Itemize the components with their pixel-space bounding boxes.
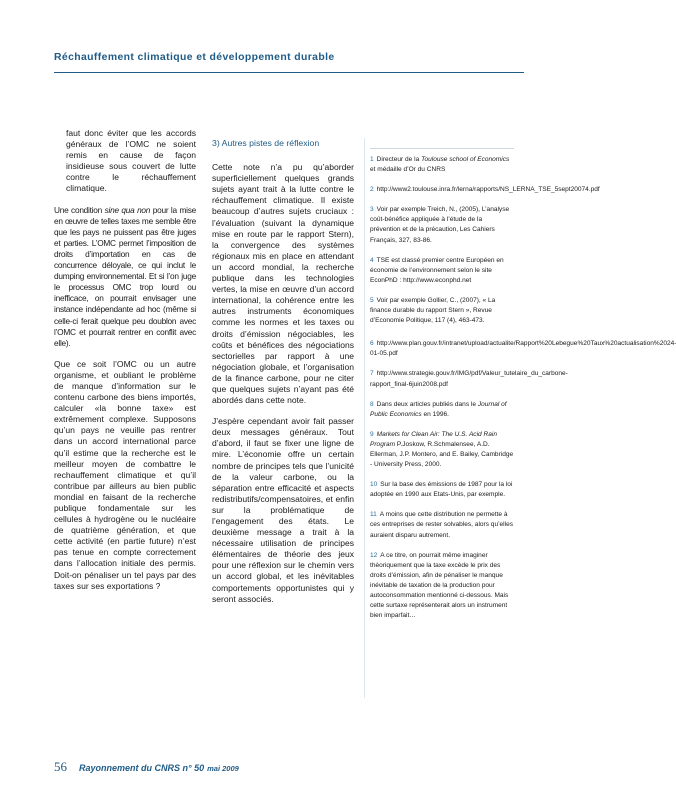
page-number: 56 <box>54 759 67 774</box>
footnote-text: http://www.strategie.gouv.fr/IMG/pdf/Valeur_tutelaire_du_carbone-rapport_final-6juin2008.pdf <box>370 370 568 388</box>
footnote-text-post: P.Joskow, R.Schmalensee, A.D. Ellerman, J.P. Montero, and E. Bailey, Cambridge - University Press, 2000. <box>370 440 514 469</box>
column-1 <box>54 128 196 602</box>
footnote-number: 7 <box>370 370 374 378</box>
header-rule <box>54 72 524 73</box>
footnote-text: http://www2.toulouse.inra.fr/lerna/rapports/NS_LERNA_TSE_5sept20074.pdf <box>376 186 600 194</box>
footnote <box>370 185 600 195</box>
page-header <box>54 52 524 63</box>
footnote-number: 5 <box>370 296 374 304</box>
col1-paragraph-3: Que ce soit l’OMC ou un autre organisme, et oubliant le problème de manque d’information sur le contenu carbone des biens importés, calculer «la bonne taxe» est extrêmement complexe. Supposons qu’un pays ne veuille pas rentrer dans un accord international parce qu’il estime que la recherche est le meilleur moyen de combattre le rechauffement climatique et qu’il contribue par ailleurs au bien public mondial en faisant de la recherche publique fondamentale sur les cellules à hydrogène ou le nucléaire de quatrième génération, et que cette activité (en partie future) n’est pas tenue en compte correctement dans l’allocation initiale des permis. Doit-on pénaliser un tel pays par des taxes sur ses exportations ? <box>54 358 196 591</box>
col1-p2-text-b: pour la mise en œuvre de telles taxes me semble être que les pays ne puissent pas être juges et parties. L’OMC permet l’imposition de droits d’importation en cas de concurrence déloyale, ce qui inclut le dumping environnemental. Et si l’on juge le processus OMC trop lourd ou inefficace, on pourrait envisager une instance indépendante ad hoc (même si celle-ci ferait quelque peu doublon avec l’OMC et pourrait rentrer en conflit avec elle). <box>54 204 196 348</box>
col1-paragraph-2 <box>54 205 196 349</box>
footnote-number: 8 <box>370 400 374 408</box>
footnote-number: 1 <box>370 156 374 163</box>
footnote-number: 12 <box>370 551 378 559</box>
footnote-text-post: et médaille d’Or du CNRS <box>370 166 446 174</box>
footnote-number: 4 <box>370 256 374 264</box>
page-footer <box>54 758 239 776</box>
footnote <box>370 400 514 420</box>
footnote <box>370 205 514 245</box>
footnote-text: Dans deux articles publiés dans le <box>376 400 478 408</box>
footnotes-column <box>370 148 676 631</box>
footnote <box>370 369 568 389</box>
footnote <box>370 480 514 500</box>
footnote-number: 2 <box>370 186 374 194</box>
footnotes-rule <box>370 148 514 149</box>
footnote <box>370 510 514 540</box>
section-heading: 3) Autres pistes de réflexion <box>212 138 320 148</box>
footnote-number: 9 <box>370 430 374 438</box>
publication-date: mai 2009 <box>207 764 239 773</box>
col1-paragraph-1: faut donc éviter que les accords généraux de l’OMC ne soient remis en cause de façon insidieuse sous couvert de lutte contre le réchauffement climatique. <box>66 128 196 194</box>
footnote-number: 11 <box>370 511 377 519</box>
footnote-italic: Toulouse school of Economics <box>421 156 510 163</box>
footnote-number: 6 <box>370 340 374 348</box>
col2-paragraph-2: J’espère cependant avoir fait passer deux messages généraux. Tout d’abord, il faut se fixer une ligne de mire. L’économie offre un certain nombre de principes tels que l’unicité de la valeur carbone, ou la séparation entre efficacité et aspects redistributifs/compensatoires, et enfin sur la problématique de l’engagement des états. Le deuxième message a trait à la nécessaire utilisation de principes élémentaires de théorie des jeux pour une réflexion sur le chemin vers un accord global, et les inévitables comportements opportunistes qui y seront associés. <box>212 416 354 604</box>
footnote-number: 3 <box>370 206 374 214</box>
footnote-text: A moins que cette distribution ne permette à ces entreprises de rester solvables, alors qu’elles auraient disparu autrement. <box>370 511 514 539</box>
footnote-text: A ce titre, on pourrait même imaginer théoriquement que la taxe excède le prix des droits d’émission, afin de pénaliser le manque inévitable de taxation de la production pour autoconsommation mentionné ci-dessous. Mais cette surtaxe représenterait alors un instrument bien imparfait… <box>370 551 509 620</box>
col1-p2-italic: sine qua non <box>104 204 151 215</box>
footnote <box>370 296 514 326</box>
footnotes-list <box>370 155 676 621</box>
footnote <box>370 256 514 286</box>
footnote-text: Voir par exemple Gollier, C., (2007), « La finance durable du rapport Stern », Revue d’Economie Politique, 117 (4), 463-473. <box>370 296 496 325</box>
footnote <box>370 339 676 359</box>
col2-paragraph-1: Cette note n’a pu qu’aborder superficiellement quelques grands sujets ayant trait à la lutte contre le réchauffement climatique. Il existe beaucoup d’autres sujets cruciaux : l’évaluation (suivant la dynamique mise en route par le rapport Stern), la convergence des systèmes régionaux mis en place en attendant un accord mondial, la recherche publique dans les technologies vertes, la mise en œuvre d’un accord international, la cohérence entre les autres instruments économiques comme les normes et les taxes ou droits d’émission négociables, les coûts et bénéfices des négociations sectorielles par rapport à une négociation globale, et l’organisation de la finance carbone, pour ne citer que quelques sujets n’ayant pas été abordés dans cette note. <box>212 162 354 406</box>
footnote-text: Voir par exemple Treich, N., (2005), L’analyse coût-bénéfice appliquée à l’étude de la prévention et de la précaution, Les Cahiers Français, 327, 83-86. <box>370 206 510 244</box>
column-2 <box>212 138 354 615</box>
publication-name: Rayonnement du CNRS n° 50 <box>79 763 205 773</box>
notes-divider <box>364 138 365 698</box>
footnote-number: 10 <box>370 481 378 489</box>
footnote <box>370 430 514 470</box>
footnote-text: Directeur de la <box>376 156 422 163</box>
footnote-text: TSE est classé premier centre Européen en économie de l’environnement selon le site EconPhD : http://www.econphd.net <box>370 256 504 284</box>
footnote-italic: Markets for Clean Air: The U.S. Acid Rain Program <box>370 430 497 448</box>
col1-p2-text-a: Une condition <box>54 204 105 215</box>
footnote-text: Sur la base des émissions de 1987 pour la loi adoptée en 1990 aux Etats-Unis, par exemple. <box>370 481 513 499</box>
footnote <box>370 155 514 175</box>
running-title: Réchauffement climatique et développement durable <box>54 52 335 63</box>
footnote <box>370 551 514 622</box>
footnote-text: http://www.plan.gouv.fr/intranet/upload/actualite/Rapport%20Lebegue%20Taux%20actualisation%2024-01-05.pdf <box>370 340 676 358</box>
footnote-italic: Journal of Public Economics <box>370 400 507 418</box>
footnote-text-post: en 1996. <box>421 410 449 418</box>
